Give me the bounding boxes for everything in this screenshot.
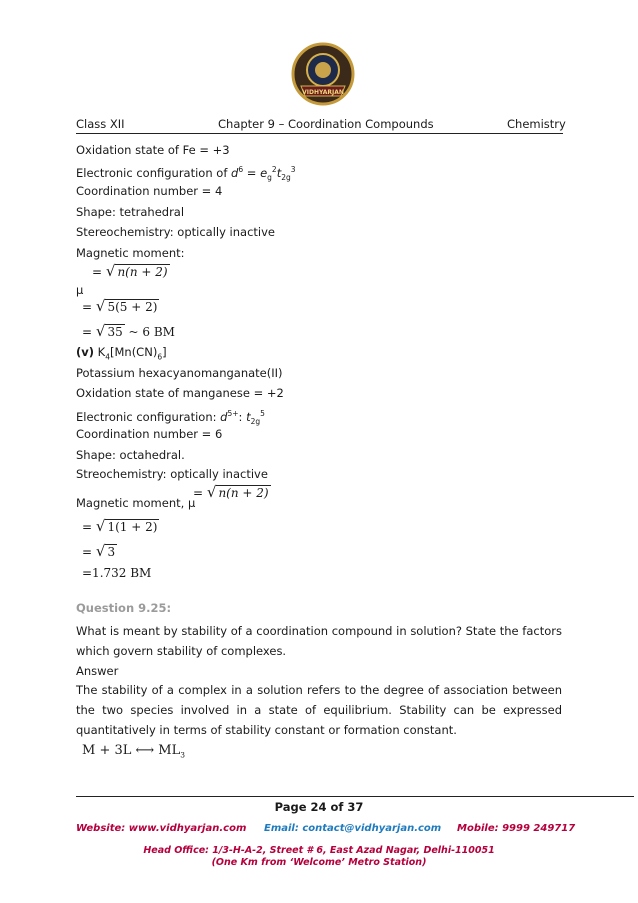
formula-mu-2: = √ 5(5 + 2): [82, 297, 158, 315]
footer-mobile: Mobile: 9999 249717: [457, 823, 576, 834]
header-class: Class XII: [76, 117, 125, 131]
footer-email[interactable]: Email: contact@vidhyarjan.com: [264, 823, 442, 834]
coordination-number-4: Coordination number = 4: [76, 184, 223, 198]
mu-symbol: μ: [76, 283, 84, 297]
head-office-landmark: (One Km from ‘Welcome’ Metro Station): [211, 857, 427, 868]
formula-mu-3: = √ 35 ~ 6 BM: [82, 322, 175, 340]
page-number: Page 24 of 37: [274, 800, 364, 814]
formula-mn-1: = √ 1(1 + 2): [82, 517, 158, 535]
electronic-config-fe: Electronic configuration of $d^6 = e_g^2t_{2g}^3$: [76, 165, 296, 183]
oxidation-state-fe: Oxidation state of Fe = +3: [76, 143, 230, 157]
formula-mn-2: = √ 3: [82, 542, 116, 560]
magnetic-moment-label: Magnetic moment:: [76, 246, 185, 260]
formula-mu-1: = √ n(n + 2): [92, 262, 168, 280]
electronic-config-mn: Electronic configuration: $d^{5+}$: $t_{2g}^5$: [76, 409, 265, 427]
stereochemistry-line: Stereochemistry: optically inactive: [76, 225, 275, 239]
answer-text: The stability of a complex in a solution refers to the degree of association between the two species involved in a state of equilibrium. Stability can be expressed quantitatively in terms of stability constant or formation constant.: [76, 683, 562, 737]
header-chapter: Chapter 9 – Coordination Compounds: [218, 117, 434, 131]
part-v-heading: (v) $K_4[Mn(CN)_6]$: [76, 345, 167, 362]
streochemistry-line: Streochemistry: optically inactive: [76, 467, 268, 481]
shape-octahedral: Shape: octahedral.: [76, 448, 185, 462]
shape-tetrahedral: Shape: tetrahedral: [76, 205, 185, 219]
oxidation-state-mn: Oxidation state of manganese = +2: [76, 386, 284, 400]
coordination-number-6: Coordination number = 6: [76, 427, 223, 441]
head-office-address: Head Office: 1/3-H-A-2, Street # 6, East Azad Nagar, Delhi-110051: [143, 845, 495, 856]
footer-rule: [76, 796, 634, 797]
magnetic-moment-mn-label: Magnetic moment, μ: [76, 496, 196, 510]
formula-mn-3: =1.732 BM: [82, 566, 152, 580]
answer-label: Answer: [76, 664, 119, 678]
vidhyarjan-logo: [285, 38, 361, 114]
header-rule: [76, 133, 563, 134]
logo-text: VIDHYARJAN: [302, 89, 344, 96]
formula-mn-0: = √ n(n + 2): [193, 483, 269, 501]
question-text: What is meant by stability of a coordination compound in solution? State the factors which govern stability of complexes.: [76, 624, 562, 658]
question-title: Question 9.25:: [76, 601, 172, 615]
equilibrium-equation: M + 3L ⟷ $ML_3$: [82, 743, 186, 760]
header-subject: Chemistry: [507, 117, 566, 131]
footer-website[interactable]: Website: www.vidhyarjan.com: [76, 823, 247, 834]
compound-name: Potassium hexacyanomanganate(II): [76, 366, 283, 380]
